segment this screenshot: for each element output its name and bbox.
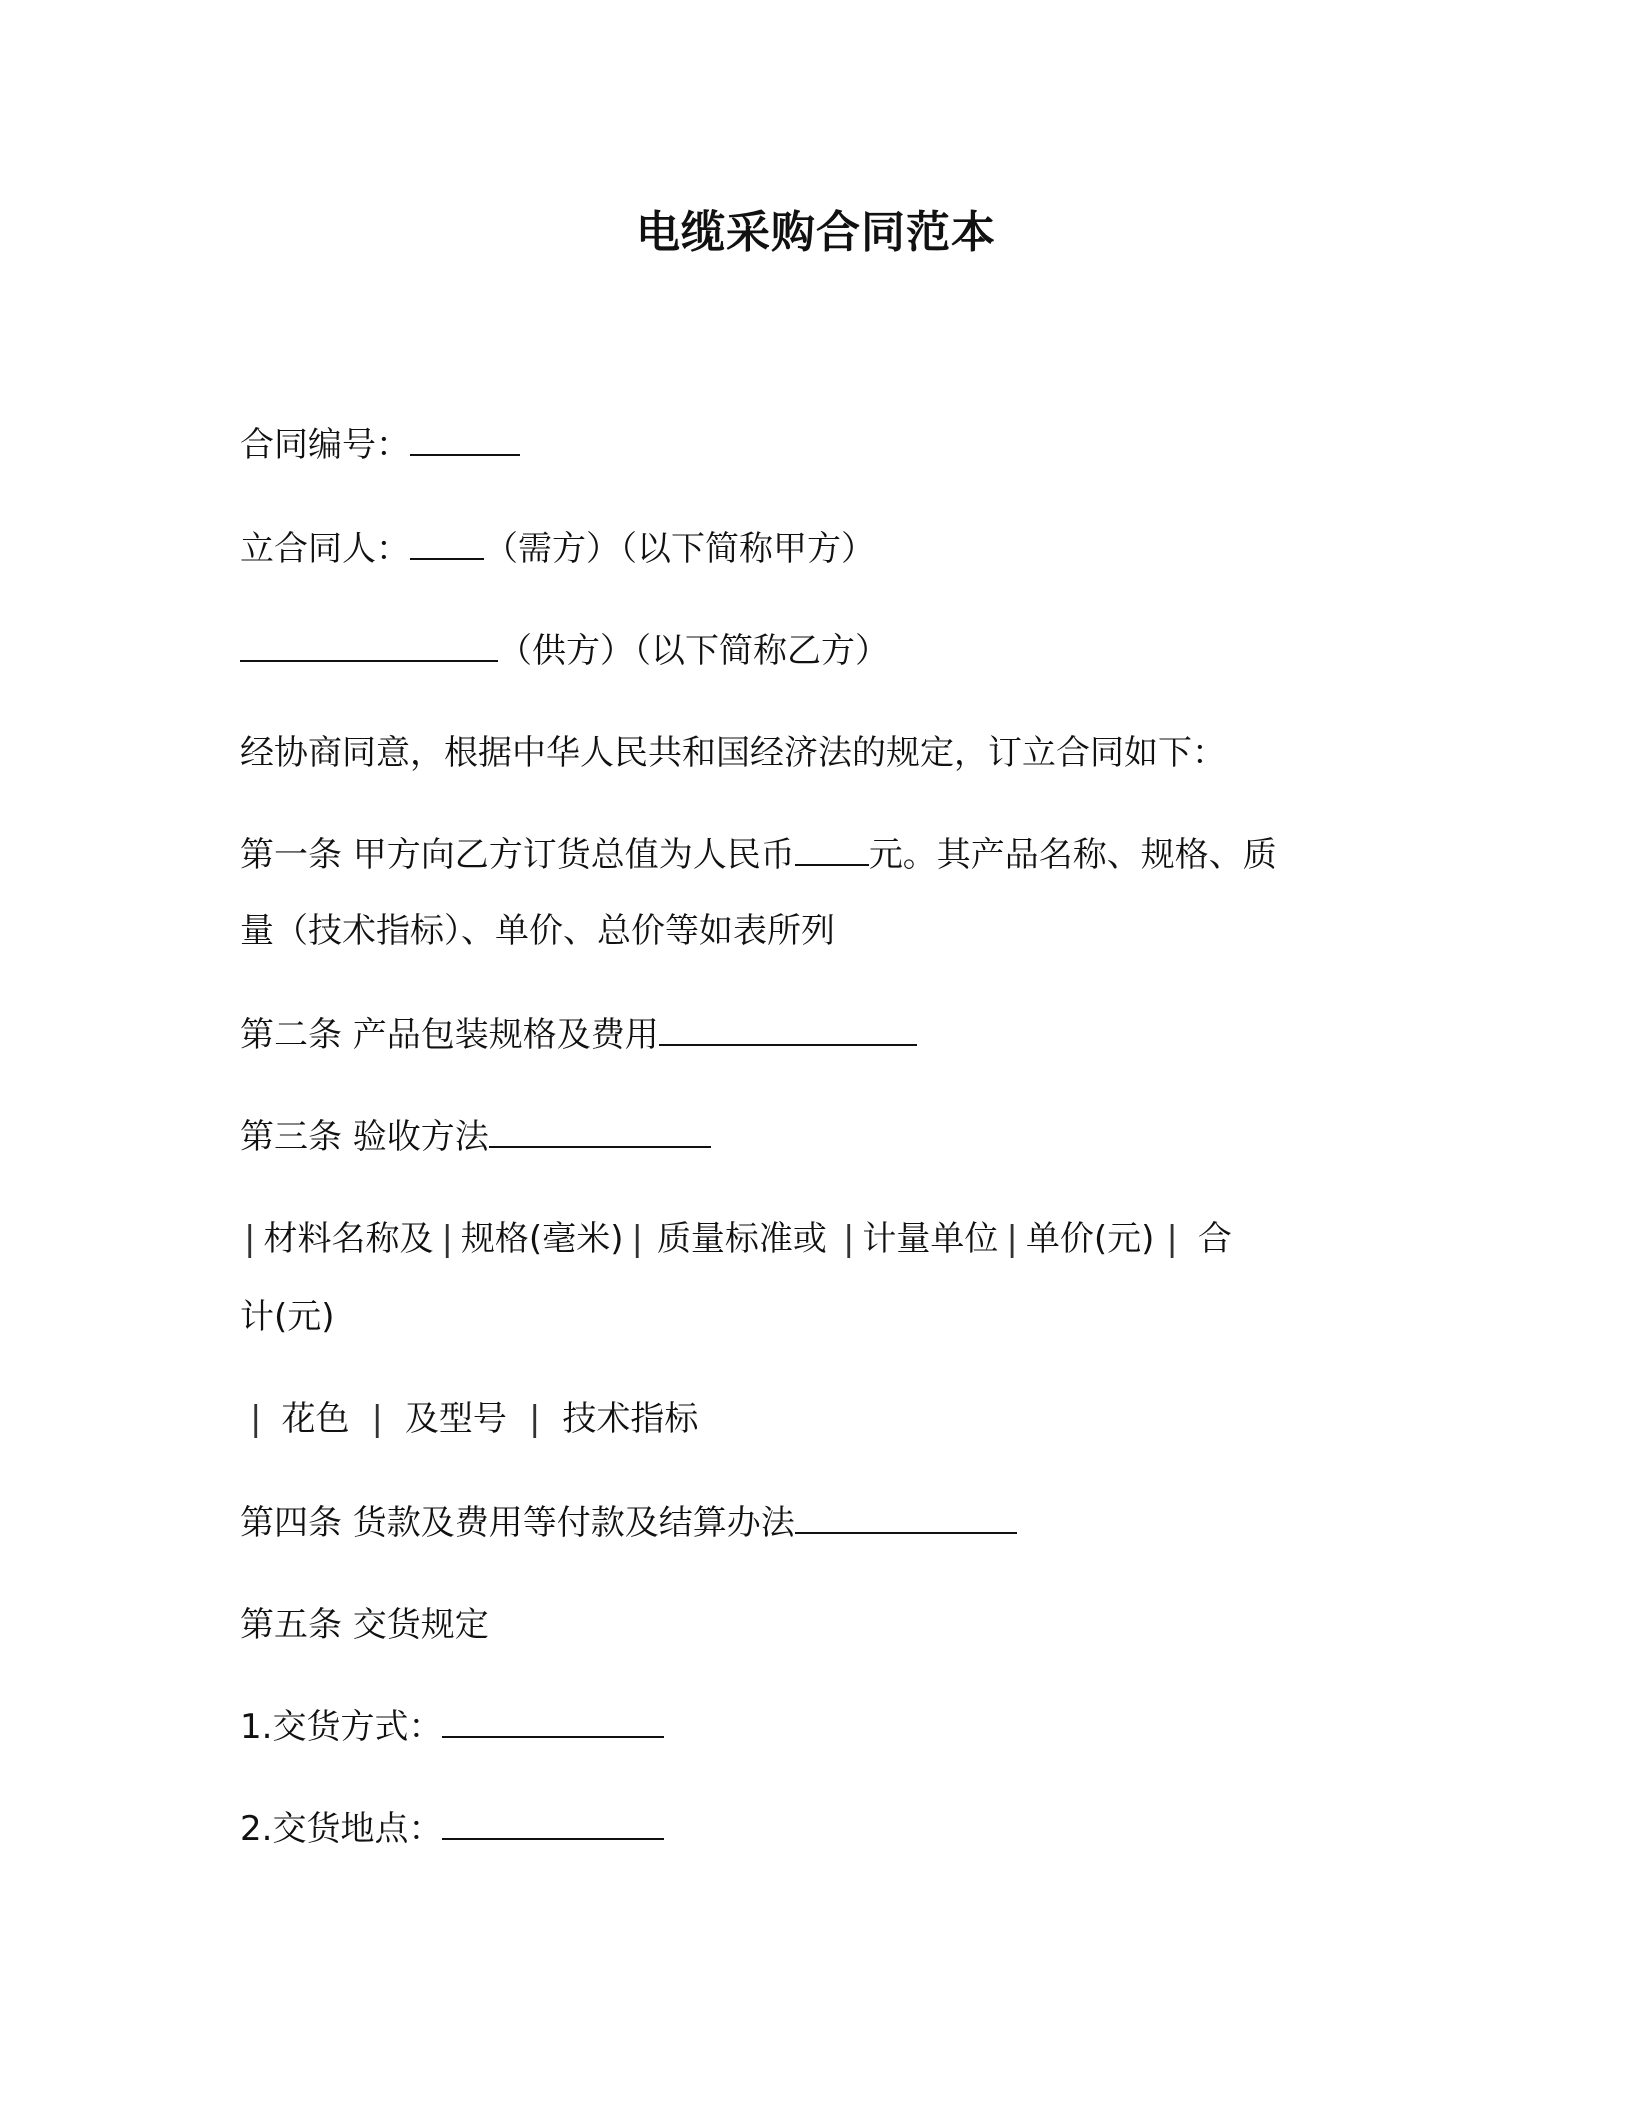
article-2-blank[interactable] <box>659 1014 917 1046</box>
table-header-continuation: 计(元) <box>240 1297 335 1337</box>
table-subheader-cell: 花色 <box>281 1399 350 1439</box>
contract-number-label: 合同编号： <box>240 425 410 465</box>
table-header-cell: 单价(元) <box>1025 1219 1155 1259</box>
buyer-party-blank[interactable] <box>410 528 484 560</box>
buyer-party-label: 立合同人： <box>240 529 410 569</box>
table-subheader-cell: 及型号 <box>404 1399 507 1439</box>
delivery-method-blank[interactable] <box>442 1706 664 1738</box>
article-1-line-1 <box>240 816 1420 894</box>
contract-number-blank[interactable] <box>410 424 520 456</box>
table-header-row: | 材料名称及 | 规格(毫米) | 质量标准或 | 计量单位 | 单价(元) | 合 <box>244 1219 1232 1259</box>
supplier-role: （供方） <box>498 631 634 671</box>
table-subheader-cell: 技术指标 <box>562 1399 699 1439</box>
article-3-text: 第三条 验收方法 <box>240 1117 489 1157</box>
delivery-method-line <box>240 1688 1420 1766</box>
contract-number-line <box>240 406 1420 484</box>
article-5-line: 第五条 交货规定 <box>240 1605 489 1645</box>
document-title: 电缆采购合同范本 <box>636 207 996 258</box>
table-header-cell: 合 <box>1197 1219 1232 1259</box>
article-3-line <box>240 1098 1420 1176</box>
buyer-party-line <box>240 510 1420 588</box>
table-header-cell: 材料名称及 <box>263 1219 434 1259</box>
table-header-cell: 质量标准或 <box>656 1219 827 1259</box>
article-1-text-after: 元。其产品名称、规格、质 <box>868 835 1277 875</box>
table-header-cell: 计量单位 <box>862 1219 999 1259</box>
buyer-role: （需方） <box>484 529 620 569</box>
article-1-line-2: 量（技术指标）、单价、总价等如表所列 <box>240 911 835 951</box>
delivery-place-line <box>240 1790 1420 1868</box>
delivery-place-label: 2.交货地点： <box>240 1809 443 1849</box>
preamble-paragraph: 经协商同意，根据中华人民共和国经济法的规定，订立合同如下： <box>240 733 1226 773</box>
supplier-party-line <box>240 612 1420 690</box>
article-2-text: 第二条 产品包装规格及费用 <box>240 1015 659 1055</box>
delivery-method-label: 1.交货方式： <box>240 1707 443 1747</box>
supplier-alias: （以下简称乙方） <box>634 631 889 671</box>
article-4-text: 第四条 货款及费用等付款及结算办法 <box>240 1503 795 1543</box>
supplier-party-blank[interactable] <box>240 630 498 662</box>
article-1-text-before: 第一条 甲方向乙方订货总值为人民币 <box>240 835 795 875</box>
article-4-line <box>240 1484 1420 1562</box>
table-subheader-row: | 花色 | 及型号 | 技术指标 <box>250 1399 699 1439</box>
table-header-cell: 规格(毫米) <box>460 1219 624 1259</box>
delivery-place-blank[interactable] <box>442 1808 664 1840</box>
article-4-blank[interactable] <box>795 1502 1017 1534</box>
article-3-blank[interactable] <box>489 1116 711 1148</box>
buyer-alias: （以下简称甲方） <box>620 529 875 569</box>
article-1-amount-blank[interactable] <box>795 834 869 866</box>
article-2-line <box>240 996 1420 1074</box>
